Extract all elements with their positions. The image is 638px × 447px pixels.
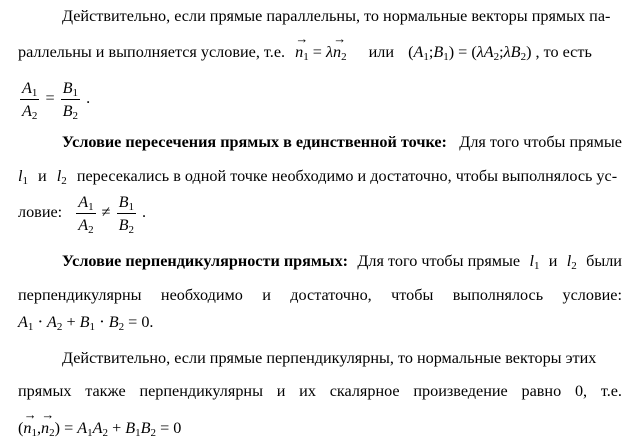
formula-vector-equality [295,43,350,61]
subscript: 1 [88,201,94,213]
math-glyph [20,79,39,100]
math-glyph: их [299,382,316,400]
subscript: 1 [303,51,309,63]
math-glyph: = [458,43,468,61]
math-glyph: 0, [574,382,588,400]
math-glyph: A [413,43,424,61]
fraction-a1-a2 [20,79,39,120]
math-glyph [529,251,539,271]
math-glyph: выполнялось [452,286,544,304]
math-glyph: чтобы [391,286,434,304]
subscript: 2 [31,110,38,122]
math-glyph: A [47,313,57,331]
math-glyph: B [433,43,444,61]
formula-coefficients-equality [408,43,535,61]
math-glyph: n [295,43,304,61]
subscript: 2 [571,260,577,272]
math-glyph: B [62,79,73,97]
paragraph-2-line-2 [18,166,622,186]
math-glyph: перпендикулярны [139,382,263,400]
paragraph-1-line-2 [18,42,622,62]
text-or: или [368,43,395,61]
math-glyph: необходимо [160,286,243,304]
text: раллельны и выполняется условие, т.е. [18,43,286,61]
text: , то есть [535,43,592,61]
math-glyph [333,42,347,62]
math-glyph: были [586,252,622,270]
subscript: 1 [89,321,96,333]
math-glyph: = [160,419,170,437]
math-glyph: и [548,252,558,270]
math-glyph: ; [499,43,504,61]
math-glyph [76,214,95,234]
math-glyph [567,251,577,271]
math-glyph: достаточно, [290,286,372,304]
formula-scalar-product [18,418,622,438]
math-glyph: произведение [413,382,508,400]
math-glyph: B [140,419,151,437]
subscript: 2 [118,321,125,333]
text: Действительно, если прямые параллельны, то нормальные векторы прямых па- [62,7,611,25]
subscript: 1 [72,87,79,99]
text: пересекались в одной точке необходимо и достаточно, чтобы выполнялось ус- [76,167,618,185]
math-glyph: A [78,216,89,234]
subscript: 2 [128,224,134,236]
math-glyph: + [66,313,76,331]
math-glyph: ) [54,419,61,437]
math-glyph: и [262,286,271,304]
subscript: 2 [493,51,500,63]
math-glyph: A [483,43,494,61]
math-glyph: = [64,419,74,437]
math-glyph: ( [471,43,477,61]
math-glyph: n [332,43,342,61]
math-glyph: l [18,167,23,185]
math-glyph: λ [503,43,511,61]
math-glyph: B [510,43,521,61]
heading-intersection: Условие пересечения прямых в единственной точке: [62,133,447,151]
math-glyph: l [56,167,62,185]
formula-perpendicular-condition [18,312,622,332]
not-equals-sign: ≠ [101,203,111,222]
text: Действительно, если прямые перпендикулярны, то нормальные векторы этих [62,349,597,367]
period: . [142,203,147,222]
subscript: 2 [102,427,109,439]
math-glyph: B [62,102,73,120]
math-glyph: A [92,419,103,437]
math-glyph [76,193,95,214]
subscript: 1 [443,51,449,63]
heading-perpendicular: Условие перпендикулярности прямых: [62,252,349,270]
paragraph-4-line-1 [18,348,622,368]
math-glyph [61,100,80,120]
math-glyph: скалярное [329,382,400,400]
math-glyph: также [85,382,126,400]
math-glyph: A [78,193,89,211]
math-glyph [23,418,37,438]
math-glyph: , [36,419,42,437]
subscript: 2 [341,51,347,63]
subscript: 1 [135,427,141,439]
paragraph-1-line-1 [18,6,622,26]
paragraph-4-line-2 [18,381,622,401]
math-glyph: A [77,419,88,437]
math-glyph: 0 [141,313,150,331]
math-glyph: B [79,313,90,331]
math-glyph: ⋅ [99,313,105,331]
math-glyph: . [149,313,154,331]
subscript: 1 [31,87,38,99]
paragraph-2-line-1 [18,132,622,152]
subscript: 1 [128,201,134,213]
subscript: 1 [87,427,93,439]
text: ловие: [18,203,63,222]
math-glyph [117,214,136,234]
math-glyph: равно [521,382,562,400]
math-glyph: = [128,313,138,331]
math-glyph: перпендикулярны [18,286,142,304]
equals-sign: = [45,89,55,108]
math-glyph: B [118,193,129,211]
paragraph-3-line-2 [18,285,622,305]
fraction-a1-a2 [76,193,95,234]
math-glyph: т.е. [600,382,622,400]
math-glyph: l [529,252,534,270]
math-glyph: + [112,419,122,437]
subscript: 2 [61,175,67,187]
math-glyph [61,79,80,100]
math-glyph: ; [428,43,434,61]
paragraph-2-line-3 [18,193,622,234]
math-glyph: ( [18,419,24,437]
math-glyph: l [566,252,572,270]
math-glyph: ( [408,43,414,61]
math-glyph: B [118,216,129,234]
math-glyph: 0 [173,419,182,437]
math-glyph: n [41,419,50,437]
math-glyph: и [276,382,286,400]
math-glyph: ⋅ [37,313,43,331]
subscript: 2 [56,321,63,333]
subscript: 1 [31,427,37,439]
subscript: 1 [423,51,429,63]
subscript: 1 [22,175,28,187]
text: Для того чтобы прямые [459,133,622,151]
math-glyph: λ [476,43,484,61]
fraction-b1-b2 [61,79,80,120]
fraction-b1-b2 [117,193,136,234]
subscript: 2 [150,427,157,439]
math-glyph: условие: [562,286,622,304]
math-glyph: λ [325,43,333,61]
math-glyph: ) [448,43,455,61]
subscript: 2 [88,224,94,236]
math-glyph: Для того чтобы прямые [357,252,521,270]
math-glyph [20,100,39,120]
period: . [86,89,91,108]
subscript: 1 [533,260,540,272]
math-glyph: B [108,313,119,331]
subscript: 2 [49,427,55,439]
subscript: 2 [72,110,79,122]
math-glyph: ) [526,43,532,61]
math-glyph: A [22,102,32,120]
math-glyph: A [22,79,32,97]
math-glyph [41,418,55,438]
subscript: 1 [27,321,34,333]
math-glyph: прямых [18,382,72,400]
math-glyph: n [23,419,32,437]
paragraph-3-line-1 [18,251,622,271]
paragraph-1-line-3 [18,79,622,120]
math-glyph: = [312,43,322,61]
math-glyph [295,42,309,62]
math-glyph: B [125,419,136,437]
math-glyph: и [38,167,47,185]
math-glyph: A [18,313,28,331]
subscript: 2 [520,51,527,63]
math-glyph [117,193,136,214]
